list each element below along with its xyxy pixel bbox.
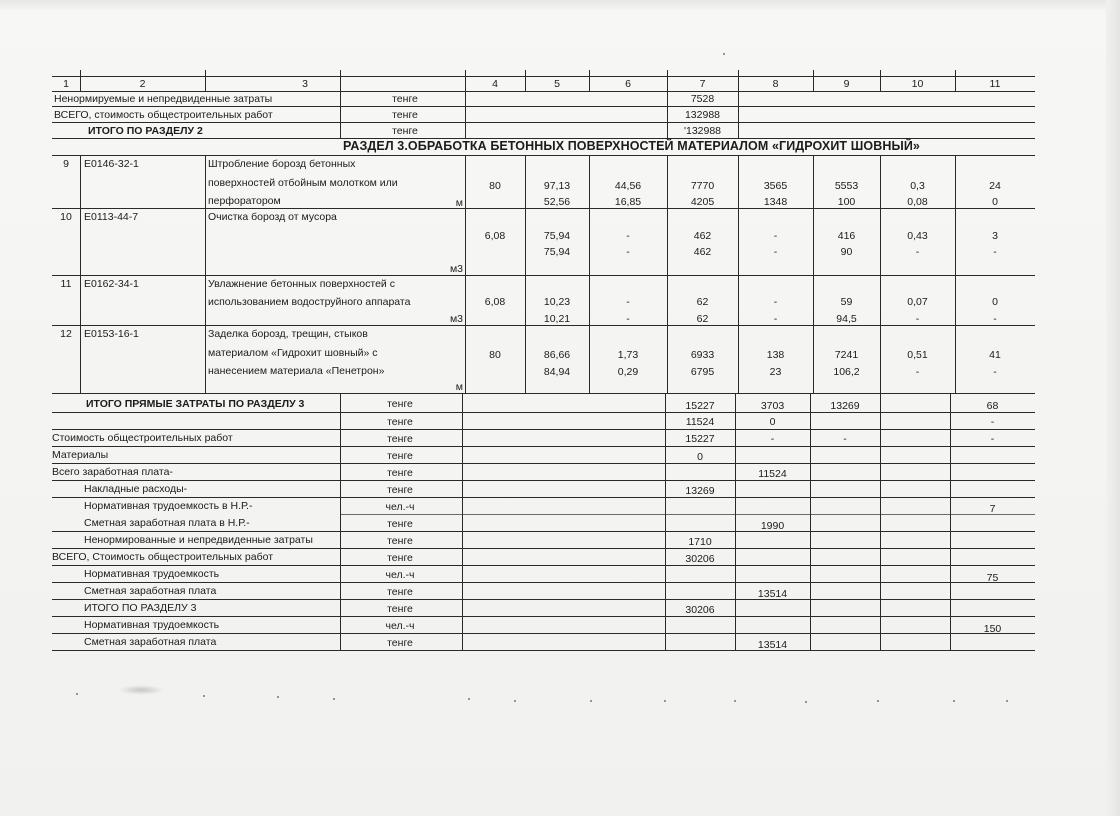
row-unit: тенге [392, 109, 418, 121]
row-value: 132988 [684, 109, 721, 121]
item-number: 10 [60, 211, 72, 223]
cell: 62 [696, 296, 709, 308]
col-number: 8 [772, 78, 779, 90]
item-description: Штробление борозд бетонных [208, 158, 356, 170]
cell: 6795 [690, 366, 715, 378]
summary-value: 0 [697, 451, 703, 463]
cell: 0,08 [907, 196, 928, 208]
summary-label: Накладные расходы- [84, 483, 188, 495]
summary-value: 1990 [760, 520, 785, 532]
col-number: 9 [843, 78, 850, 90]
row-value: '132988 [683, 125, 722, 137]
cell: - [626, 230, 630, 242]
cell: - [773, 230, 778, 242]
cell: 41 [989, 349, 1001, 361]
cell: 462 [693, 230, 712, 242]
cell: 0,07 [907, 296, 928, 308]
cell: - [626, 296, 630, 308]
summary-value: - [990, 433, 995, 445]
summary-value: 11524 [685, 416, 715, 428]
item-quantity: 80 [489, 180, 501, 192]
summary-value: 13514 [757, 588, 788, 600]
summary-label: ВСЕГО, Стоимость общестроительных работ [52, 551, 274, 563]
summary-value: 1710 [688, 536, 712, 548]
col-number: 6 [625, 78, 631, 90]
item-code: Е0113-44-7 [84, 211, 139, 223]
summary-value: 0 [769, 416, 776, 428]
summary-unit: тенге [387, 535, 413, 547]
cell: 10,21 [543, 313, 571, 325]
cell: 100 [837, 196, 856, 208]
summary-value: - [990, 416, 995, 428]
cell: 86,66 [543, 349, 571, 361]
item-code: Е0162-34-1 [84, 278, 139, 290]
cell: - [626, 246, 630, 258]
cell: - [993, 313, 997, 325]
scan-top-shadow [0, 0, 1120, 10]
cell: - [993, 366, 997, 378]
item-unit: м3 [449, 313, 463, 325]
item-description: перфоратором [208, 195, 281, 207]
summary-unit: чел.-ч [385, 501, 415, 513]
summary-value: 7 [989, 503, 996, 515]
summary-value: 75 [986, 572, 999, 584]
summary-label: Сметная заработная плата [84, 636, 217, 648]
cell: 44,56 [614, 180, 642, 192]
cell: - [915, 366, 920, 378]
cell: 16,85 [614, 196, 642, 208]
item-description: Очистка борозд от мусора [208, 211, 337, 223]
summary-unit: тенге [387, 450, 413, 462]
cell: 94,5 [836, 313, 857, 325]
cell: 7770 [690, 180, 715, 192]
summary-label: Нормативная трудоемкость в Н.Р.- [84, 500, 253, 512]
item-description: поверхностей отбойным молотком или [208, 177, 398, 189]
cell: - [993, 246, 997, 258]
item-quantity: 80 [489, 349, 501, 361]
col-number: 2 [139, 78, 146, 90]
cell: - [915, 246, 920, 258]
cell: 97,13 [543, 180, 571, 192]
cell: 138 [766, 349, 785, 361]
item-quantity: 6,08 [484, 296, 506, 308]
cell: 59 [840, 296, 853, 308]
cell: 1348 [763, 196, 788, 208]
summary-value: 15227 [685, 400, 715, 412]
cell: 52,56 [543, 196, 571, 208]
cell: 4205 [690, 196, 715, 208]
summary-value: - [843, 433, 847, 445]
summary-value: 13514 [757, 639, 788, 651]
row-label: Ненормируемые и непредвиденные затраты [54, 93, 273, 105]
summary-unit: чел.-ч [385, 620, 415, 632]
summary-unit: чел.-ч [385, 569, 415, 581]
cell: 10,23 [543, 296, 571, 308]
summary-value: - [770, 433, 775, 445]
cell: 3 [992, 230, 998, 242]
row-unit: тенге [392, 125, 418, 137]
item-unit: м [455, 197, 463, 209]
cell: 3565 [763, 180, 788, 192]
summary-unit: тенге [387, 552, 413, 564]
col-number: 7 [699, 78, 706, 90]
cell: - [773, 296, 778, 308]
cell: 0,51 [907, 349, 928, 361]
cell: 0 [992, 296, 998, 308]
summary-unit: тенге [387, 603, 413, 615]
summary-unit: тенге [387, 467, 413, 479]
item-number: 11 [60, 278, 72, 290]
item-code: Е0146-32-1 [84, 158, 139, 170]
cell: 1,73 [617, 349, 639, 361]
row-value: 7528 [690, 93, 715, 105]
item-description: материалом «Гидрохит шовный» с [208, 347, 378, 359]
summary-value: 11524 [758, 468, 787, 480]
summary-unit: тенге [387, 484, 413, 496]
scan-right-shadow [1106, 0, 1120, 816]
summary-label: ИТОГО ПРЯМЫЕ ЗАТРАТЫ ПО РАЗДЕЛУ 3 [86, 398, 305, 410]
row-label: ИТОГО ПО РАЗДЕЛУ 2 [88, 125, 203, 137]
cell: 0,3 [910, 180, 925, 192]
summary-value: 30206 [685, 604, 715, 616]
summary-value: 15227 [685, 433, 715, 445]
row-unit: тенге [392, 93, 418, 105]
cell: 6933 [690, 349, 715, 361]
col-number: 4 [492, 78, 498, 90]
cell: 0,43 [907, 230, 928, 242]
col-number: 11 [989, 78, 1001, 90]
summary-value: 30206 [685, 553, 715, 565]
summary-label: Сметная заработная плата в Н.Р.- [84, 517, 250, 529]
item-quantity: 6,08 [484, 230, 506, 242]
summary-label: Ненормированные и непредвиденные затраты [84, 534, 313, 546]
summary-value: 3703 [760, 400, 785, 412]
cell: 416 [837, 230, 856, 242]
cell: 75,94 [543, 230, 571, 242]
item-description: использованием водоструйного аппарата [208, 296, 411, 308]
cell: - [773, 246, 778, 258]
summary-value: 150 [983, 623, 1002, 635]
item-number: 9 [63, 158, 69, 170]
item-code: Е0153-16-1 [84, 328, 139, 340]
cell: 75,94 [543, 246, 571, 258]
cell: - [773, 313, 778, 325]
section-title: РАЗДЕЛ 3.ОБРАБОТКА БЕТОННЫХ ПОВЕРХНОСТЕЙ МАТЕРИАЛОМ «ГИДРОХИТ ШОВНЫЙ» [343, 139, 920, 153]
col-number: 3 [302, 78, 308, 90]
row-label: ВСЕГО, стоимость общестроительных работ [54, 109, 273, 121]
col-number: 10 [911, 78, 924, 90]
cell: 84,94 [543, 366, 571, 378]
summary-label: Нормативная трудоемкость [84, 619, 220, 631]
summary-unit: тенге [387, 637, 413, 649]
cell: 106,2 [833, 366, 860, 378]
item-description: нанесением материала «Пенетрон» [208, 365, 385, 377]
summary-unit: тенге [387, 586, 413, 598]
summary-unit: тенге [387, 398, 413, 410]
cell: 0,29 [617, 366, 639, 378]
summary-label: ИТОГО ПО РАЗДЕЛУ 3 [84, 602, 197, 614]
cell: 23 [769, 366, 782, 378]
item-description: Увлажнение бетонных поверхностей с [208, 278, 395, 290]
item-unit: м [455, 381, 463, 393]
summary-unit: тенге [387, 433, 413, 445]
summary-value: 68 [986, 400, 999, 412]
summary-label: Нормативная трудоемкость [84, 568, 220, 580]
summary-label: Всего заработная плата- [52, 466, 173, 478]
item-number: 12 [60, 328, 72, 340]
summary-unit: тенге [387, 518, 413, 530]
summary-value: 13269 [685, 485, 715, 497]
cell: - [626, 313, 630, 325]
cell: 62 [696, 313, 709, 325]
cell: 24 [989, 180, 1001, 192]
item-unit: м3 [449, 263, 463, 275]
item-description: Заделка борозд, трещин, стыков [208, 328, 368, 340]
summary-label: Сметная заработная плата [84, 585, 217, 597]
summary-label: Материалы [52, 449, 109, 461]
cell: 0 [992, 196, 998, 208]
cell: 5553 [834, 180, 859, 192]
cell: 462 [693, 246, 712, 258]
col-number: 1 [63, 78, 69, 90]
summary-label: Стоимость общестроительных работ [52, 432, 233, 444]
cell: 90 [840, 246, 853, 258]
cell: 7241 [834, 349, 859, 361]
summary-unit: тенге [387, 416, 413, 428]
col-number: 5 [554, 78, 560, 90]
cell: - [915, 313, 920, 325]
summary-value: 13269 [830, 400, 860, 412]
